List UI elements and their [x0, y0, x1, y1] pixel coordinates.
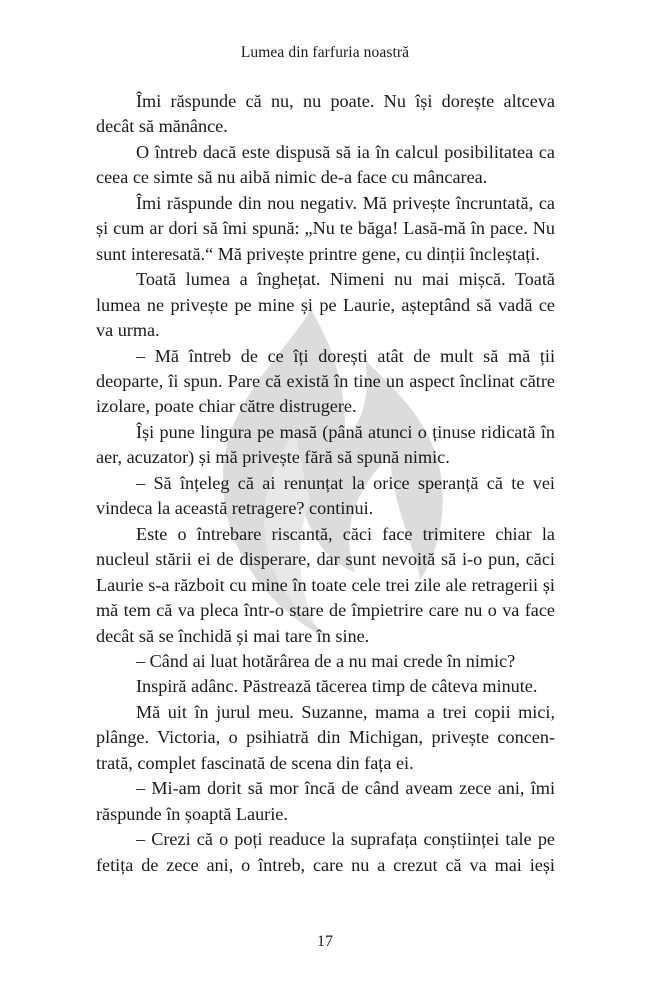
paragraph: – Crezi că o poți readuce la suprafața conștiinței tale pe fetița de zece ani, o întreb, care nu a crezut că va mai ieși	[96, 829, 555, 875]
paragraph: Mă uit în jurul meu. Suzanne, mama a trei copii mici, plânge. Victoria, o psihiatră din Michigan, privește concentrată, complet fascinată de scena din fața ei.	[96, 701, 555, 773]
page-number: 17	[317, 933, 333, 950]
body-text	[96, 89, 555, 878]
paragraph: O întreb dacă este dispusă să ia în calcul posibilitatea ca ceea ce simte să nu aibă nimic de-a face cu mâncarea.	[96, 141, 555, 188]
paragraph: Toată lumea a înghețat. Nimeni nu mai mișcă. Toată lumea ne privește pe mine și pe Laurie, așteptând să vadă ce va urma.	[96, 269, 555, 341]
paragraph: Îmi răspunde că nu, nu poate. Nu își dorește altceva decât să mănânce.	[96, 91, 555, 137]
paragraph: – Când ai luat hotărârea de a nu mai crede în nimic?	[136, 650, 516, 671]
paragraph: Inspiră adânc. Păstrează tăcerea timp de câteva minute.	[136, 676, 538, 697]
paragraph: – Mi-am dorit să mor încă de când aveam zece ani, îmi răspunde în șoaptă Laurie.	[96, 778, 555, 824]
paragraph: – Mă întreb de ce îți dorești atât de mult să mă ții deoparte, îi spun. Pare că există în tine un aspect înclinat către izolare, poate chiar către distrugere.	[96, 345, 555, 417]
running-header: Lumea din farfuria noastră	[240, 44, 410, 61]
paragraph: Este o întrebare riscantă, căci face trimitere chiar la nucleul stării ei de disperare, dar sunt nevoită să i-o pun, căci Laurie s-a războit cu mine în toate cele trei zile ale retragerii și mă tem că va pleca într-o stare de împietrire care nu o va face decât să se închidă și mai tare în sine.	[96, 523, 555, 646]
paragraph: – Să înțeleg că ai renunțat la orice speranță că te vei vindeca la această retragere? continui.	[96, 472, 555, 519]
paragraph: Își pune lingura pe masă (până atunci o ținuse ridicată în aer, acuzator) și mă privește fără să spună nimic.	[96, 421, 555, 468]
paragraph: Îmi răspunde din nou negativ. Mă privește încruntată, ca și cum ar dori să îmi spună: „Nu te băga! Lasă-mă în pace. Nu sunt interesată.“ Mă privește printre gene, cu dinții încleștați.	[96, 192, 555, 264]
